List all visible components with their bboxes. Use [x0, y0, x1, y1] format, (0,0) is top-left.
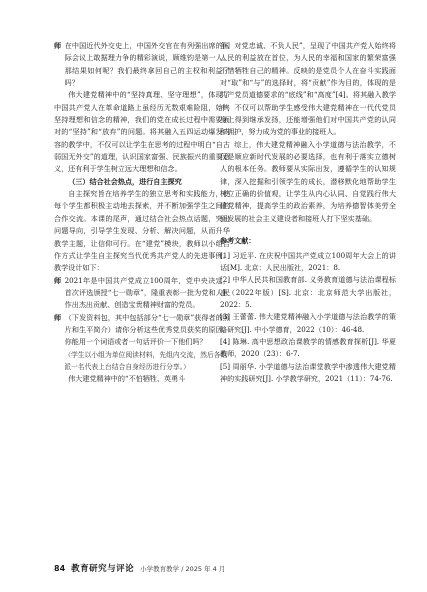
left-column: [54, 40, 230, 386]
dialogue-teacher: [54, 40, 230, 89]
reference-item: [5] 周丽华. 小学道德与法治课堂教学中渗透伟大建党精神的实践研究[J]. 小学教学研究，2021（11）：74-76.: [220, 361, 396, 383]
speaker-label: 师: [54, 41, 62, 50]
body-paragraph: 伟大建党精神中的“不怕牺牲、英勇斗: [68, 374, 186, 384]
reference-item: [4] 陈琳. 高中思想政治课教学的情感教育探析[J]. 华夏教师，2020（23）：6-7.: [220, 336, 396, 359]
speaker-label: 师: [54, 312, 62, 322]
body-paragraph: 自主探究旨在培养学生的独立思考和实践能力，使每个学生都积极主动地去探索，并不断加强学生之间的合作交流。本课的尾声，通过结合社会热点话题，突出问题导向，引导学生发现、分析、解决问题，从而升华教学主题，让信仰可行。在“建党”模块，教师以小组合作方式让学生自主探究当代优秀共产党人的先进事例。教学设计如下：: [54, 189, 230, 273]
body-paragraph: 伟大建党精神中的“坚持真理、坚守理想”，体现了中国共产党人在革命道路上虽经历无数艰难险阻，始终坚持理想和信念的精神，我们的党在成长过程中需要面对的“坚持”和“放弃”的问题。将其融入五四运动爆发内容的教学中，不仅可以让学生在思考的过程中明白“自古弱国无外交”的道理，认识国家富强、民族振兴的重要意义，还有利于学生树立远大理想和信念。: [54, 90, 230, 174]
page-footer: [54, 561, 394, 575]
section-heading: （三）结合社会热点，进行自主探究: [68, 176, 182, 186]
dialogue-teacher: [54, 275, 230, 312]
issue-info: 小学教育教学 / 2025 年 4 月: [140, 564, 226, 573]
reference-item: [1] 习近平. 在庆祝中国共产党成立100周年大会上的讲话[M]. 北京：人民出版社，2021：8.: [220, 250, 396, 272]
right-column: [220, 40, 396, 385]
reference-item: [3] 王蕾蕾. 伟大建党精神融入小学道德与法治教学的策略研究[J]. 中小学德育，2022（10）：46-48.: [220, 312, 396, 334]
classroom-note: （学生以小组为单位阅读材料，先组内交流，然后各组派一名代表上台结合自身经历进行分享。）: [64, 350, 228, 371]
page-number: 84: [54, 563, 66, 573]
dialogue-text: 在中国近代外交史上，中国外交官在有列强出席的国际会议上敢据理力争的精彩演说，顾维钧是第一人。那结果如何呢？我们最终拿回自己的主权和利益了吗？: [64, 41, 230, 88]
journal-title: 教育研究与评论: [71, 564, 135, 574]
body-paragraph: 综上，伟大建党精神融入小学道德与法治教学，不仅是顺应新时代发展的必要选择，也有利于落实立德树人的根本任务。教师要从实际出发，遵循学生的认知规律，深入挖掘和引领学生的成长，潜移默化地帮助学生树立正确的价值观，让学生从内心认同、自觉践行伟大建党精神，提高学生的政治素养，为培养德智体美劳全面发展的社会主义建设者和接班人打下坚实基础。: [220, 139, 396, 223]
dialogue-teacher: [54, 312, 230, 349]
dialogue-text: （下发资料包，其中包括部分“七一勋章”获得者的照片和生平简介）请你分析这些优秀党员获奖的原因。你能用一个词语或者一句话评价一下他们吗？: [64, 312, 230, 347]
speaker-label: 师: [54, 275, 62, 285]
reference-item: [2] 中华人民共和国教育部. 义务教育道德与法治课程标准（2022年版）[S]. 北京：北京师范大学出版社，2022：5.: [220, 275, 396, 309]
dialogue-text: 2021年是中国共产党成立100周年，党中央决定，首次评选颁授“七一勋章”，隆重表彰一批为党和人民作出杰出贡献、创造宝贵精神财富的党员。: [64, 275, 230, 310]
body-paragraph: 争、对党忠诚、不负人民”，呈现了中国共产党人始终将人民的利益放在首位，为人民的幸福和国家的繁荣富强不惜牺牲自己的精神。反映的是党员个人在奋斗实践面对“取”和“与”的选择时，将“贡献”作为目的，体现的是共产党员道德要求的“底线”和“高度”[4]。将其融入教学中，不仅可以帮助学生感受伟大建党精神在一代代党员身上得到继承发扬，还能增强他们对中国共产党的认同和拥护，努力成为党的事业的接班人。: [220, 41, 396, 137]
references-heading: 参考文献：: [220, 236, 256, 246]
